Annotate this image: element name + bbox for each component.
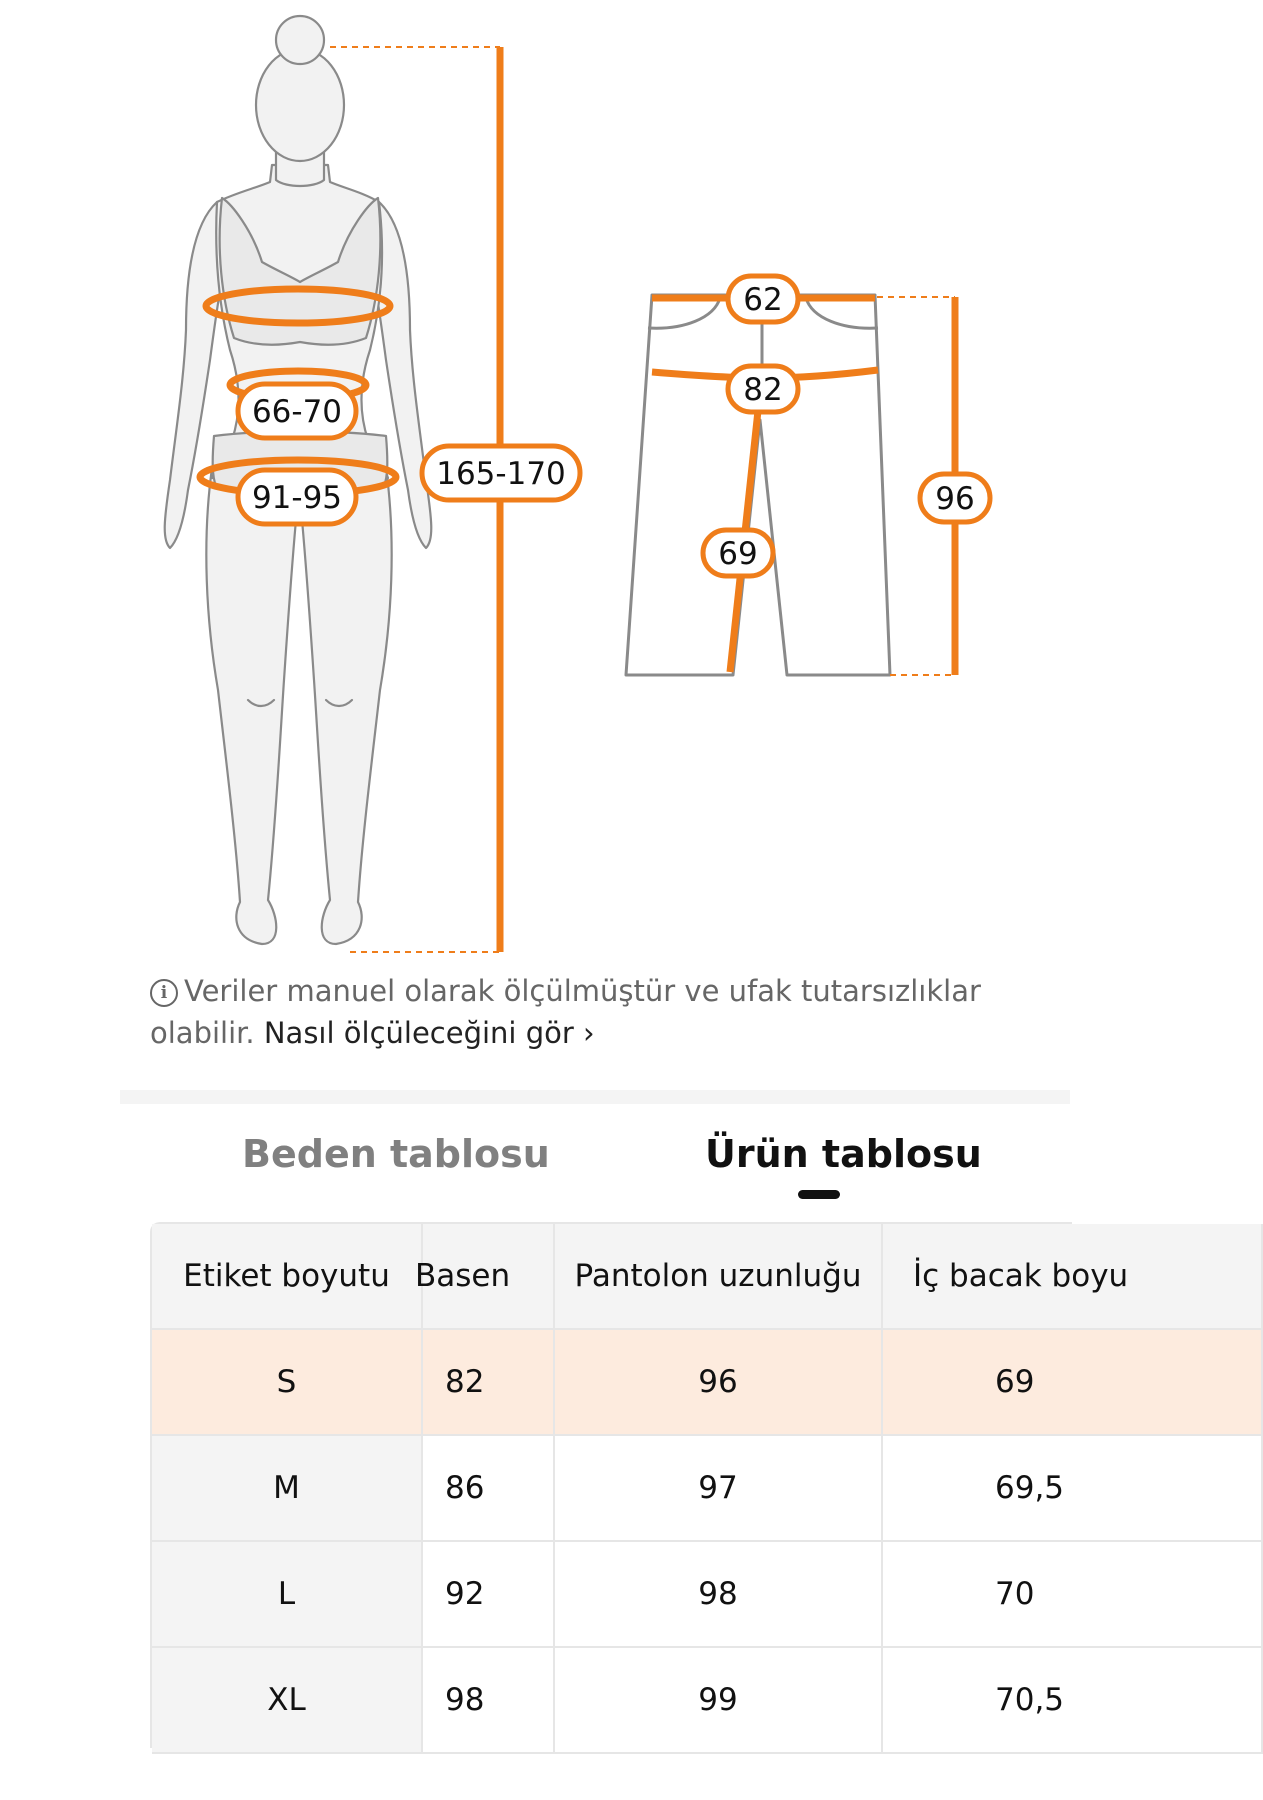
svg-text:69: 69	[718, 536, 758, 572]
chevron-right-icon: ›	[583, 1016, 595, 1050]
inseam-cell: 70,5	[882, 1647, 1262, 1753]
hip-cell: 98	[422, 1647, 554, 1753]
table-row	[152, 1435, 1262, 1541]
header-label-size: Etiket boyutu	[152, 1224, 422, 1329]
table-row	[152, 1541, 1262, 1647]
header-inseam: İç bacak boyu	[882, 1224, 1262, 1329]
inseam-cell: 69	[882, 1329, 1262, 1435]
tab-size-chart[interactable]: Beden tablosu	[242, 1132, 550, 1176]
size-cell: S	[152, 1329, 422, 1435]
size-cell: M	[152, 1435, 422, 1541]
table-row	[152, 1329, 1262, 1435]
svg-text:62: 62	[743, 282, 783, 318]
table-header-row	[152, 1224, 1262, 1329]
section-divider	[120, 1090, 1070, 1104]
hip-cell: 92	[422, 1541, 554, 1647]
length-cell: 99	[554, 1647, 882, 1753]
inseam-cell: 70	[882, 1541, 1262, 1647]
product-size-table	[152, 1224, 1263, 1754]
info-icon: i	[150, 979, 178, 1007]
pants-waist-label	[728, 276, 798, 322]
chart-tabs	[120, 1120, 1070, 1210]
header-pants-length: Pantolon uzunluğu	[554, 1224, 882, 1329]
product-size-table-container[interactable]	[150, 1222, 1129, 1748]
active-tab-indicator	[798, 1190, 840, 1199]
how-to-measure-link-label: Nasıl ölçüleceğini gör	[263, 1016, 574, 1050]
header-hip: Basen	[422, 1224, 554, 1329]
size-cell: XL	[152, 1647, 422, 1753]
inseam-cell: 69,5	[882, 1435, 1262, 1541]
table-row	[152, 1647, 1262, 1753]
body-hip-label	[238, 470, 356, 524]
body-height-label	[422, 446, 580, 500]
svg-text:82: 82	[743, 372, 783, 408]
measurement-note	[150, 970, 1010, 1054]
pants-inseam-label	[703, 530, 773, 576]
length-cell: 97	[554, 1435, 882, 1541]
hip-cell: 86	[422, 1435, 554, 1541]
how-to-measure-link[interactable]	[264, 1016, 595, 1050]
body-waist-label	[238, 384, 356, 438]
size-cell: L	[152, 1541, 422, 1647]
svg-text:96: 96	[935, 481, 975, 517]
hip-cell: 82	[422, 1329, 554, 1435]
pants-length-label	[920, 474, 990, 522]
pants-hip-label	[728, 366, 798, 412]
svg-text:91-95: 91-95	[251, 480, 343, 516]
length-cell: 96	[554, 1329, 882, 1435]
length-cell: 98	[554, 1541, 882, 1647]
svg-text:165-170: 165-170	[436, 456, 566, 492]
pants-figure	[626, 295, 890, 675]
svg-text:66-70: 66-70	[251, 394, 343, 430]
note-text: Veriler manuel olarak ölçülmüştür ve ufak tutarsızlıklar olabilir.	[150, 974, 981, 1050]
tab-product-chart[interactable]: Ürün tablosu	[705, 1132, 982, 1176]
